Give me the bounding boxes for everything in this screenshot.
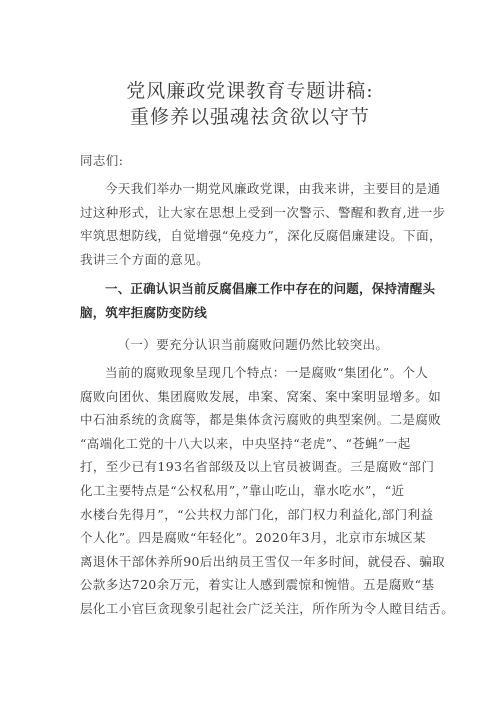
title-line-1: 党风廉政党课教育专题讲稿: (126, 80, 374, 102)
text-line: 打，至少已有193名省部级及以上官员被调查。三是腐败“部门 (80, 459, 435, 475)
text-line: 中石油系统的贪腐等，都是集体贪污腐败的典型案例。二是腐败 (80, 412, 442, 428)
text-line: 水楼台先得月”，“公共权力部门化，部门权力利益化,部门利益 (80, 506, 434, 522)
text-line: 离退休干部休养所90后出纳员王雪仅一年多时间，就侵吞、骗取 (80, 553, 446, 569)
text-line: 化工主要特点是“公权私用”，”靠山吃山，靠水吃水”，“近 (80, 482, 405, 498)
section-heading-one (80, 277, 442, 325)
text-line: 公款多达720余万元，着实让人感到震惊和惋惜。五是腐败“基 (80, 577, 435, 593)
document-title (0, 78, 500, 130)
text-line: 今天我们举办一期党风廉政党课，由我来讲，主要目的是通 (105, 181, 441, 196)
text-line: 当前的腐败现象呈现几个特点：一是腐败“集团化”。个人 (105, 365, 429, 380)
text-line: 过这种形式，让大家在思想上受到一次警示、警醒和教育,进一步 (80, 204, 446, 220)
text-line: 牢筑思想防线，自觉增强“免疫力”，深化反腐倡廉建设。下面， (80, 228, 442, 244)
body-paragraph (80, 361, 455, 621)
salutation: 同志们: (80, 153, 124, 168)
heading-line: 一、正确认识当前反腐倡廉工作中存在的问题，保持清醒头 (105, 281, 436, 296)
text-line: 层化工小官巨贪现象引起社会广泛关注，所作所为令人瞠目结舌。 (80, 600, 455, 616)
intro-paragraph (80, 177, 446, 271)
title-line-2: 重修养以强魂祛贪欲以守节 (129, 106, 370, 128)
text-line: “高端化工党的十八大以来，中央坚持“老虎”、“苍蝇”一起 (80, 435, 411, 451)
subsection-heading: （一）要充分认识当前腐败问题仍然比较突出。 (117, 337, 389, 352)
text-line: 腐败向团伙、集团腐败发展，串案、窝案、案中案明显增多。如 (80, 388, 442, 404)
text-line: 我讲三个方面的意见。 (80, 251, 210, 267)
text-line: 个人化”。四是腐败“年轻化”。2020年3月，北京市东城区某 (80, 530, 426, 546)
heading-line: 脑，筑牢拒腐防变防线 (80, 305, 208, 320)
